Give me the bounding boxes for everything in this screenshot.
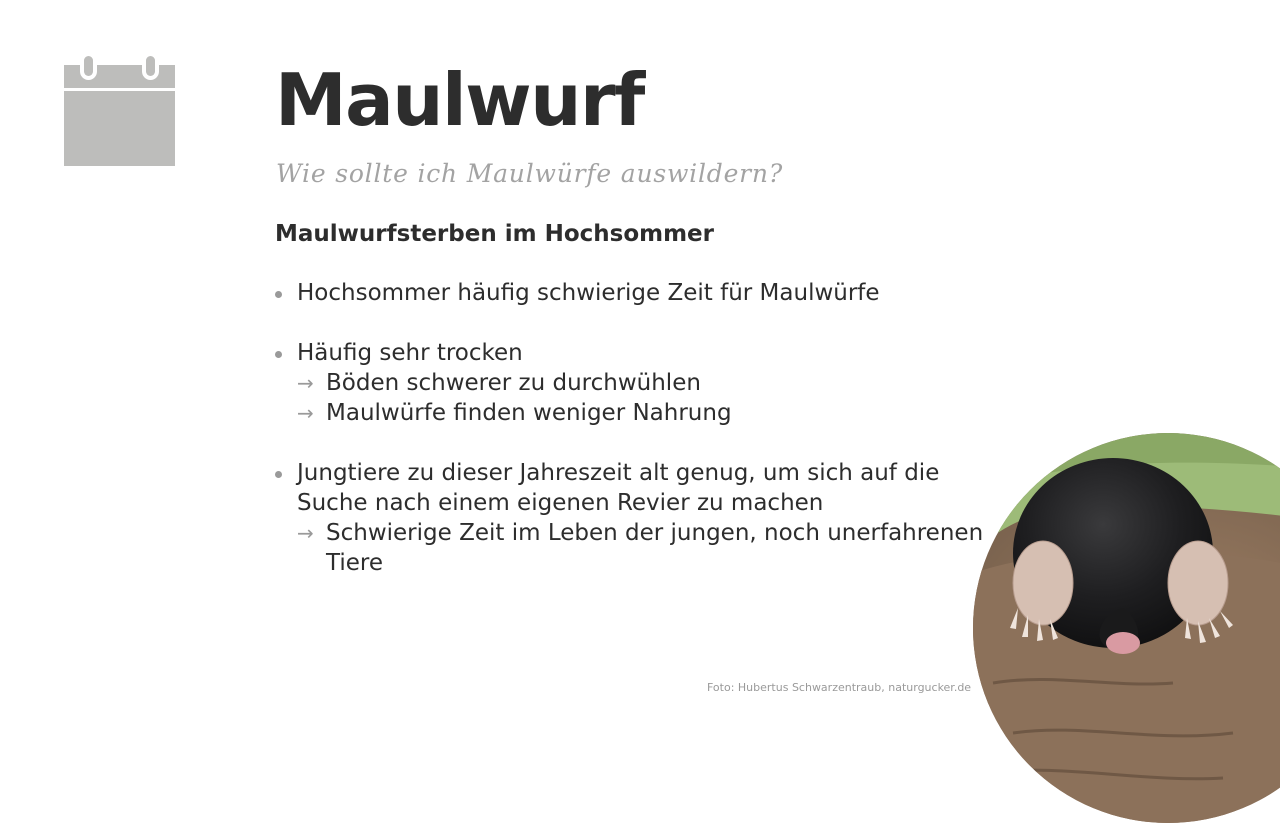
bullet-text: Hochsommer häufig schwierige Zeit für Maulwürfe [297, 280, 880, 306]
sub-list [297, 518, 1015, 578]
sub-item [297, 518, 1015, 578]
slide-title: Maulwurf [275, 58, 644, 142]
arrow-icon: → [297, 521, 314, 545]
sub-item [297, 398, 1015, 428]
photo-credit: Foto: Hubertus Schwarzentraub, naturgucker.de [707, 681, 972, 694]
sub-item-text: Schwierige Zeit im Leben der jungen, noch unerfahrenen Tiere [326, 520, 984, 576]
bullet-text: Häufig sehr trocken [297, 340, 523, 366]
sub-item-text: Böden schwerer zu durchwühlen [326, 370, 701, 396]
bullet-item [275, 458, 1015, 578]
sub-item-text: Maulwürfe finden weniger Nahrung [326, 400, 732, 426]
mole-illustration [973, 433, 1280, 823]
sub-item [297, 368, 1015, 398]
mole-photo [973, 433, 1280, 823]
bullet-item [275, 338, 1015, 428]
sub-list [297, 368, 1015, 428]
arrow-icon: → [297, 401, 314, 425]
calendar-icon [64, 54, 175, 166]
bullet-item [275, 278, 1015, 308]
slide-subtitle: Wie sollte ich Maulwürfe auswildern? [276, 159, 784, 188]
arrow-icon: → [297, 371, 314, 395]
section-heading: Maulwurfsterben im Hochsommer [275, 221, 714, 247]
bullet-text: Jungtiere zu dieser Jahreszeit alt genug, um sich auf die Suche nach einem eigenen Revier zu machen [297, 460, 940, 516]
bullet-list [275, 278, 1015, 608]
